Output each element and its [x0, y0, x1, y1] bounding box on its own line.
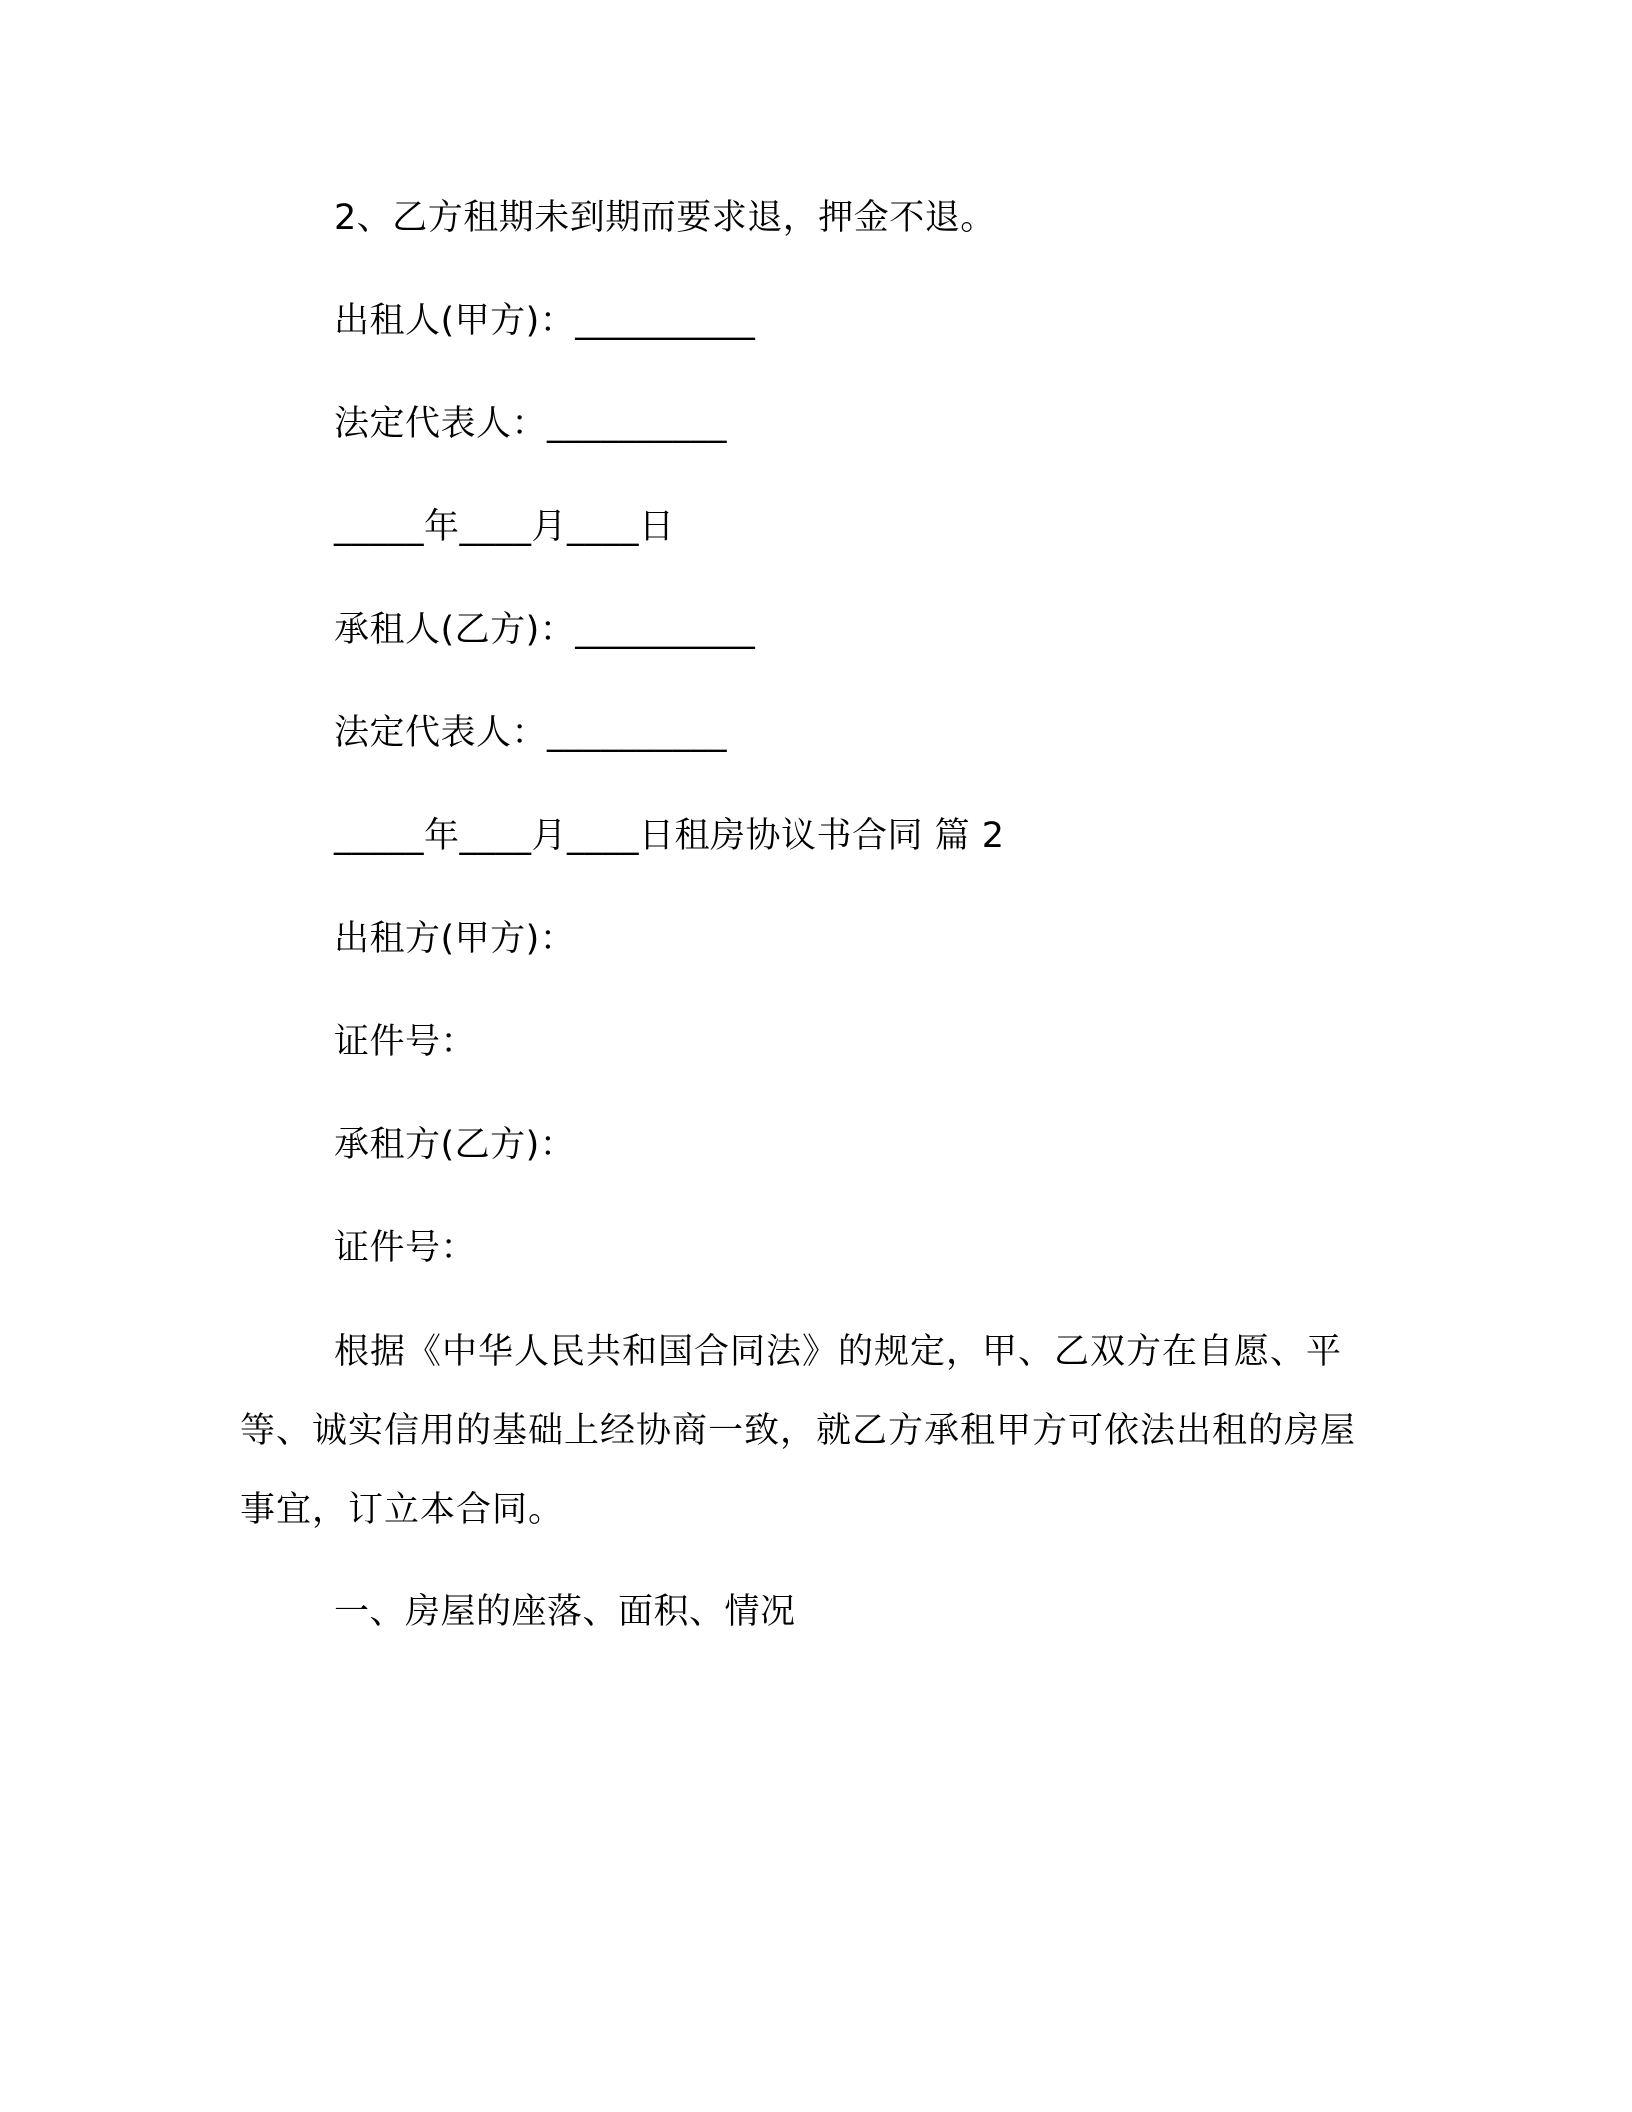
lessee-id-line: 证件号：	[334, 1228, 477, 1268]
lessee-signature-line: 承租人(乙方)：__________	[334, 610, 756, 650]
lessee-date-title-line: _____年____月____日租房协议书合同 篇 2	[334, 816, 1005, 856]
lessor-representative-line: 法定代表人：__________	[334, 404, 728, 444]
lessor-id-line: 证件号：	[334, 1022, 477, 1062]
lessor-signature-line: 出租人(甲方)：__________	[334, 301, 756, 341]
lessor-date-line: _____年____月____日	[334, 507, 675, 547]
section-heading: 一、房屋的座落、面积、情况	[334, 1592, 796, 1632]
contract-intro-text: 根据《中华人民共和国合同法》的规定，甲、乙双方在自愿、平等、诚实信用的基础上经协商一致，就乙方承租甲方可依法出租的房屋事宜，订立本合同。	[240, 1332, 1357, 1530]
lessor-party-line: 出租方(甲方)：	[334, 919, 576, 959]
lessee-representative-line: 法定代表人：__________	[334, 713, 728, 753]
clause-deposit-line: 2、乙方租期未到期而要求退，押金不退。	[334, 198, 996, 238]
contract-intro-paragraph	[240, 1313, 1390, 1550]
lessee-party-line: 承租方(乙方)：	[334, 1125, 576, 1165]
